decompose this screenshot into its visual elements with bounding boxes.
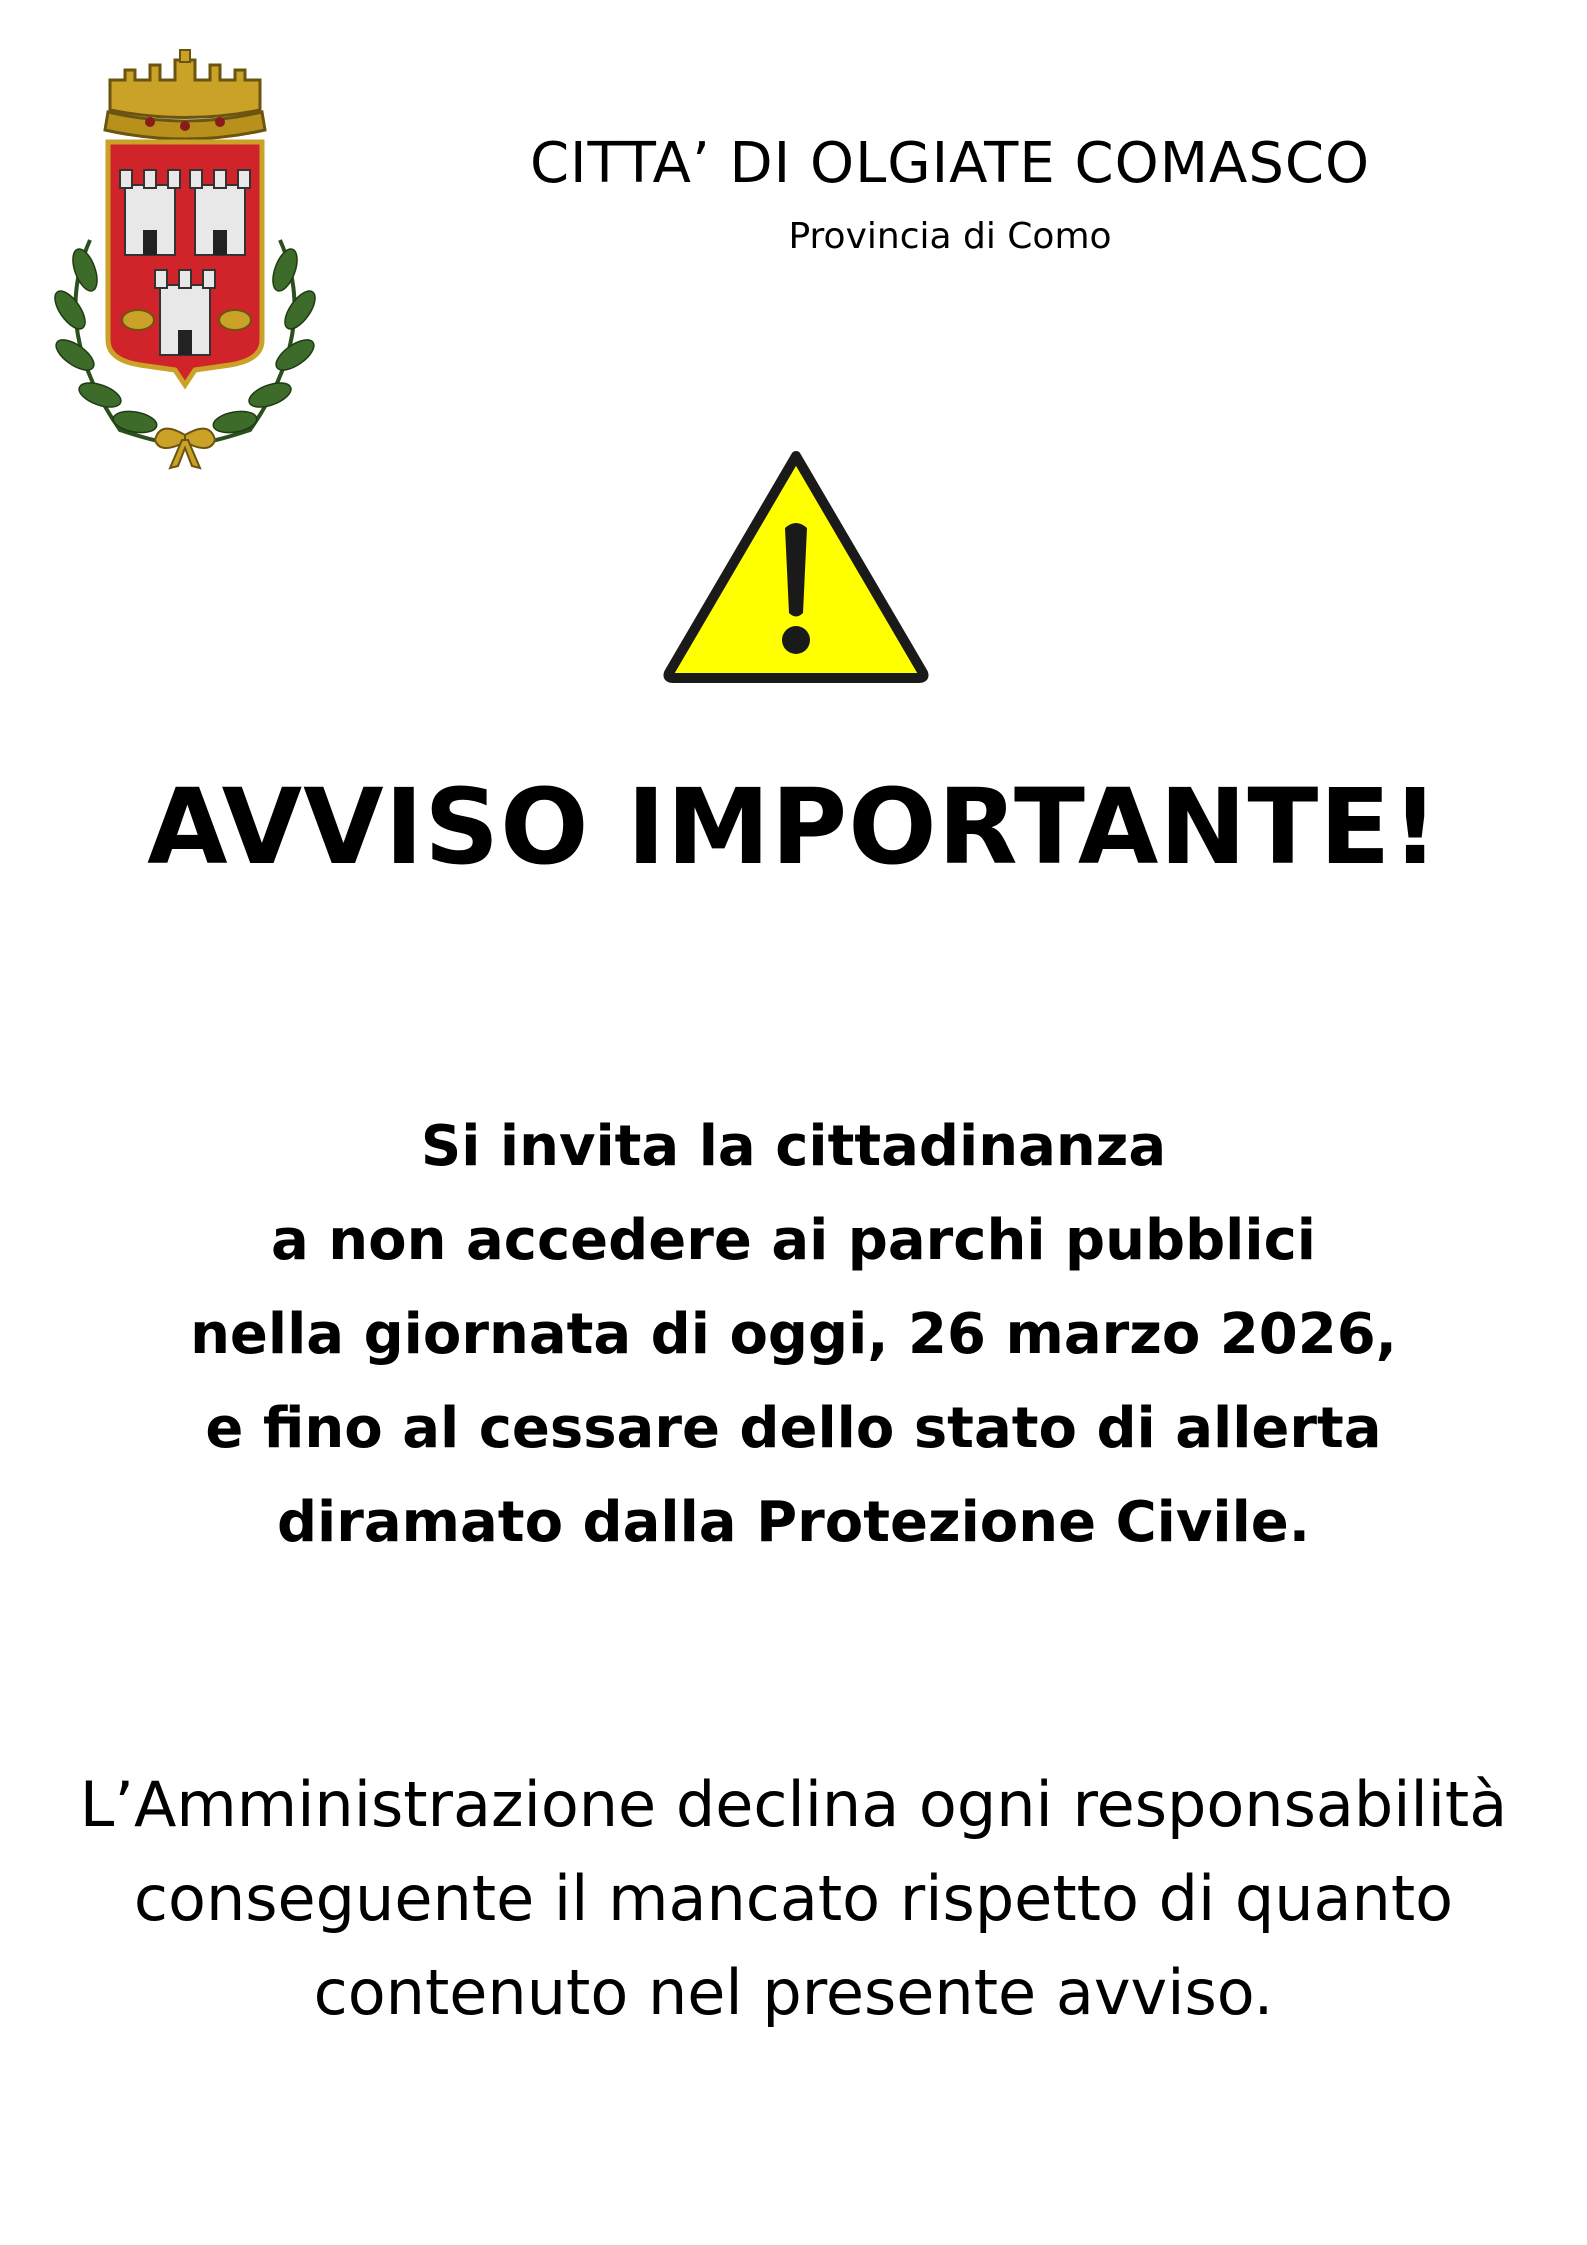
disclaimer-line: contenuto nel presente avviso. — [313, 1956, 1274, 2029]
coat-of-arms-icon — [30, 30, 350, 470]
city-title: CITTA’ DI OLGIATE COMASCO — [529, 131, 1371, 196]
notice-body — [60, 1100, 1527, 1570]
notice-line: diramato dalla Protezione Civile. — [276, 1490, 1311, 1555]
shield-icon — [108, 142, 262, 385]
ribbon-icon — [155, 429, 215, 468]
province-subtitle: Provincia di Como — [788, 216, 1112, 258]
disclaimer-line: L’Amministrazione declina ogni responsabilità — [79, 1768, 1508, 1841]
crown-icon — [105, 50, 265, 139]
notice-line: a non accedere ai parchi pubblici — [271, 1208, 1316, 1273]
disclaimer-text — [40, 1758, 1547, 2040]
disclaimer-line: conseguente il mancato rispetto di quanto — [133, 1862, 1454, 1935]
notice-line: nella giornata di oggi, 26 marzo 2026, — [190, 1302, 1397, 1367]
notice-line: Si invita la cittadinanza — [420, 1114, 1167, 1179]
notice-line: e fino al cessare dello stato di allerta — [205, 1396, 1382, 1461]
notice-title: AVVISO IMPORTANTE! — [147, 766, 1440, 888]
warning-triangle-icon — [663, 448, 929, 683]
page-header — [500, 130, 1400, 258]
